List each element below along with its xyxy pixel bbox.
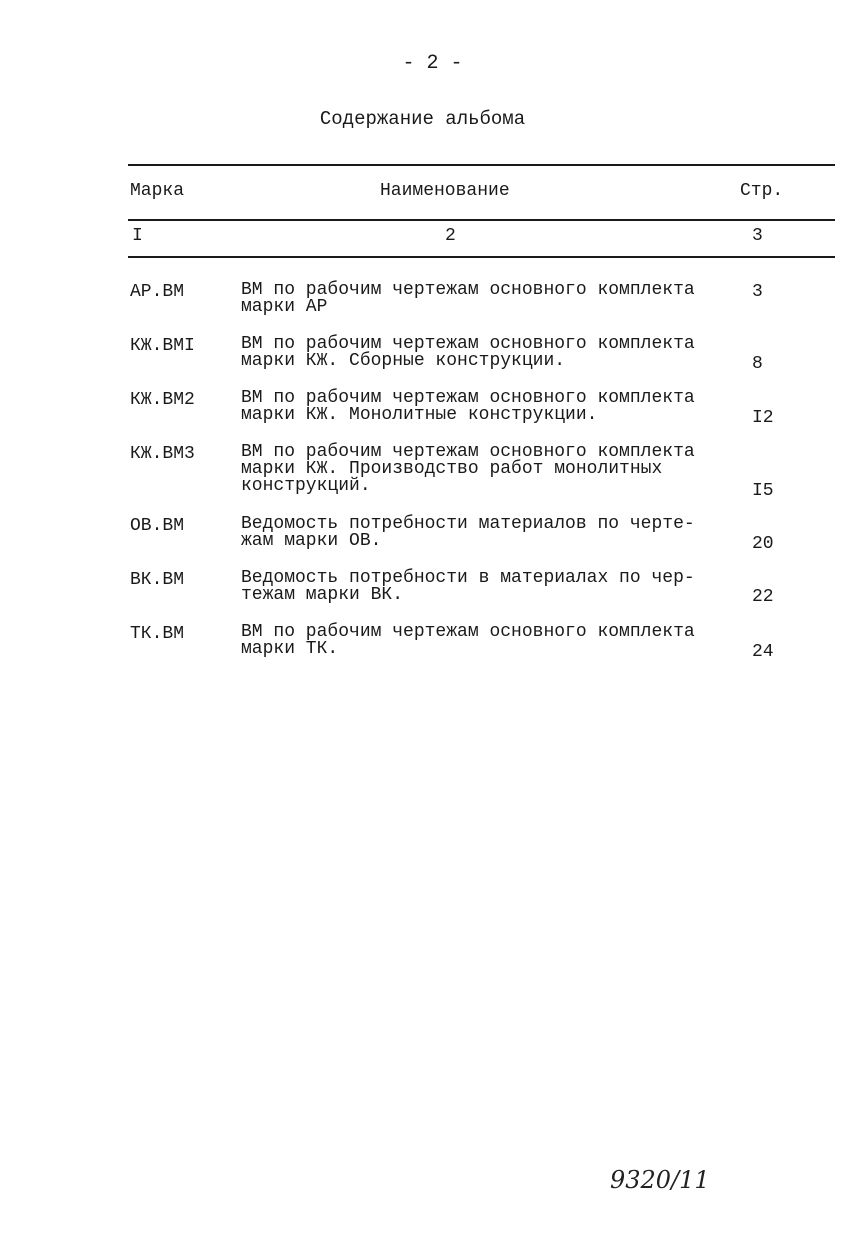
row-name: ВМ по рабочим чертежам основного комплекта марки АР <box>241 280 695 317</box>
row-mark: КЖ.ВМ2 <box>130 390 195 410</box>
row-mark: ТК.ВМ <box>130 624 185 644</box>
row-mark: ОВ.ВМ <box>130 516 185 536</box>
handwritten-signature: 9320/11 <box>610 1166 710 1194</box>
row-mark: КЖ.ВМ3 <box>130 444 195 464</box>
row-name: Ведомость потребности материалов по черте- жам марки ОВ. <box>241 514 695 551</box>
header-page: Стр. <box>740 181 784 201</box>
row-name: ВМ по рабочим чертежам основного комплекта марки КЖ. Производство работ монолитных конструкций. <box>241 442 695 496</box>
row-name: Ведомость потребности в материалах по чер- тежам марки ВК. <box>241 568 695 605</box>
row-mark: КЖ.ВМI <box>130 336 195 356</box>
row-page: I2 <box>752 408 774 428</box>
row-page: 3 <box>752 282 763 302</box>
row-mark: ВК.ВМ <box>130 570 185 590</box>
row-page: 20 <box>752 534 774 554</box>
column-number-mark: I <box>132 226 143 246</box>
header-name: Наименование <box>380 181 510 201</box>
row-page: 24 <box>752 642 774 662</box>
row-page: I5 <box>752 481 774 501</box>
column-number-rule <box>128 256 835 258</box>
row-name: ВМ по рабочим чертежам основного комплекта марки КЖ. Монолитные конструкции. <box>241 388 695 425</box>
row-name: ВМ по рабочим чертежам основного комплекта марки ТК. <box>241 622 695 659</box>
column-number-name: 2 <box>445 226 456 246</box>
row-mark: АР.ВМ <box>130 282 185 302</box>
header-mark: Марка <box>130 181 185 201</box>
page-number: - 2 - <box>402 52 463 75</box>
column-number-page: 3 <box>752 226 763 246</box>
row-page: 22 <box>752 587 774 607</box>
row-name: ВМ по рабочим чертежам основного комплекта марки КЖ. Сборные конструкции. <box>241 334 695 371</box>
table-top-rule <box>128 164 835 166</box>
row-page: 8 <box>752 354 763 374</box>
header-rule <box>128 219 835 221</box>
album-title: Содержание альбома <box>319 108 526 130</box>
